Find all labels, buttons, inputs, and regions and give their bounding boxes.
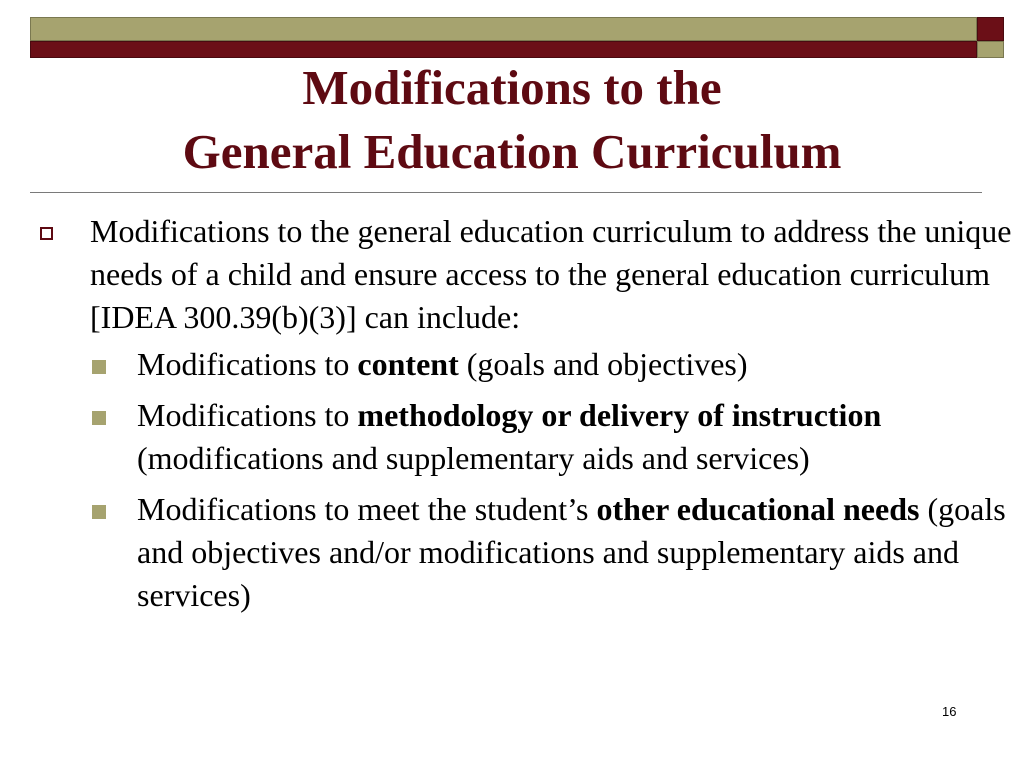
slide-title <box>0 56 1024 184</box>
sub-bullet-text-after: (modifications and supplementary aids and services) <box>137 440 810 476</box>
sub-bullet-item-other-needs <box>40 488 1015 617</box>
main-bullet-item <box>40 210 1015 339</box>
sub-bullet-text-after: (goals and objectives) <box>458 346 748 382</box>
sub-bullet-item-content <box>40 343 1015 386</box>
sub-bullet-text-before: Modifications to <box>137 397 358 433</box>
sub-bullet-text-after: (goals and objectives and/or modifications and supplementary aids and services) <box>137 491 1006 613</box>
sub-bullet-text-bold: other educational needs <box>596 491 920 527</box>
slide-title-line-2: General Education Curriculum <box>182 124 842 179</box>
sub-bullet-text-bold: methodology or delivery of instruction <box>357 397 882 433</box>
main-bullet-text: Modifications to the general education curriculum to address the unique needs of a child and ensure access to the general education curriculum [IDEA 300.39(b)(3)] can include: <box>90 213 1012 335</box>
slide-body <box>40 210 1015 617</box>
page-number: 16 <box>942 704 957 719</box>
sub-bullet-text-before: Modifications to meet the student’s <box>137 491 597 527</box>
slide-title-line-1: Modifications to the <box>302 60 722 115</box>
sub-bullet-item-methodology <box>40 394 1015 480</box>
title-divider <box>30 192 982 193</box>
hollow-square-icon <box>40 227 53 240</box>
sub-bullet-text-bold: content <box>357 346 459 382</box>
sub-bullet-text-before: Modifications to <box>137 346 358 382</box>
solid-square-icon <box>92 411 106 425</box>
solid-square-icon <box>92 360 106 374</box>
header-bar-olive <box>30 17 977 41</box>
header-square-maroon <box>977 17 1004 41</box>
solid-square-icon <box>92 505 106 519</box>
